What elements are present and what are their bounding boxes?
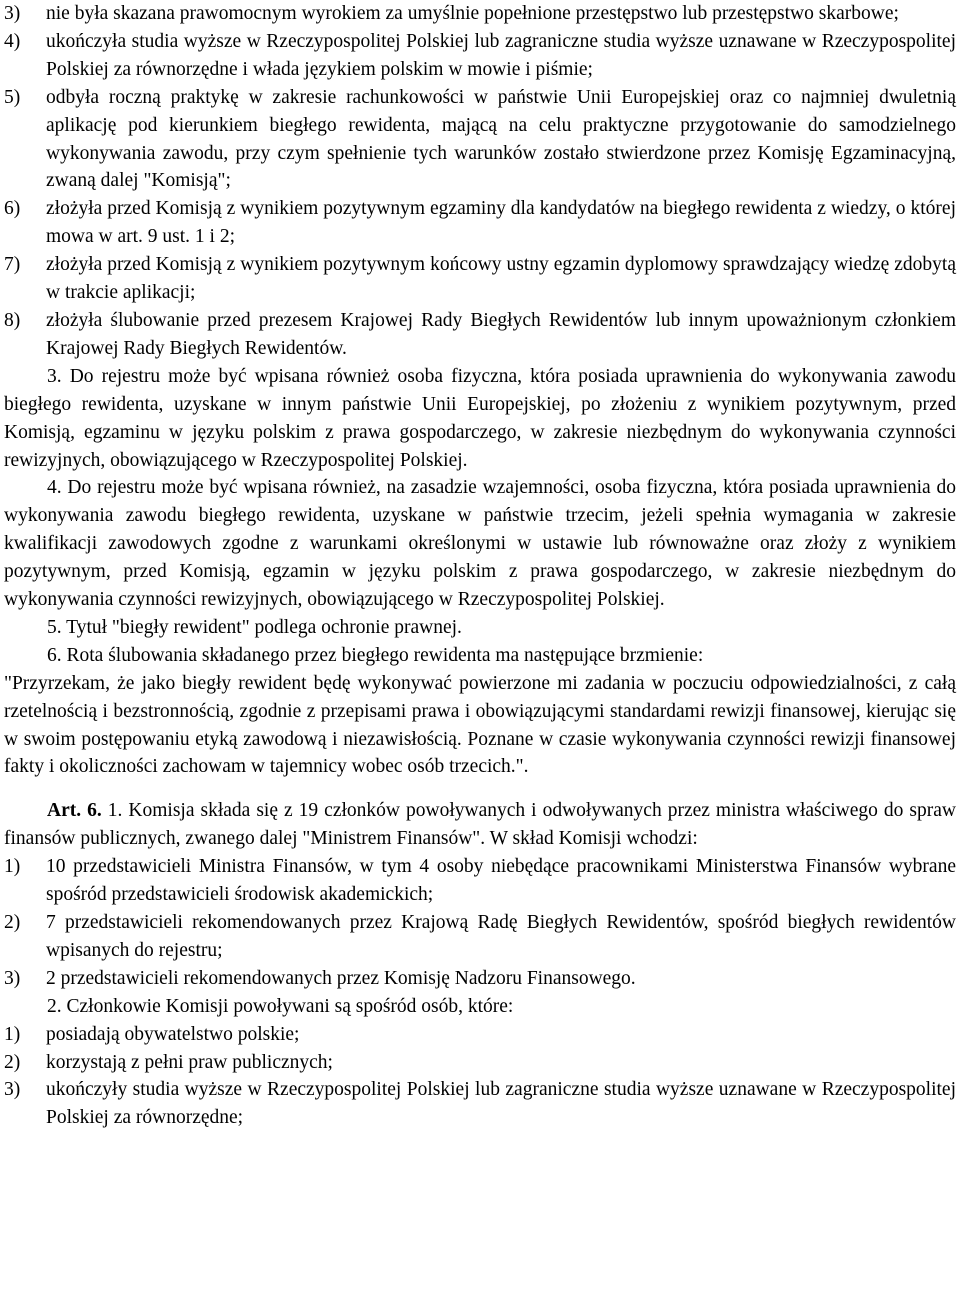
list-item	[4, 965, 956, 993]
article-text: 1. Komisja składa się z 19 członków powoływanych i odwoływanych przez ministra właściwego do spraw finansów publicznych, zwanego dalej "Ministrem Finansów". W skład Komisji wchodzi:	[4, 800, 957, 850]
article-6-paragraph-1	[4, 797, 956, 853]
list-item	[4, 0, 956, 28]
list-item-number: 7)	[4, 254, 21, 276]
list-item-text: nie była skazana prawomocnym wyrokiem za umyślnie popełnione przestępstwo lub przestępstwo skarbowe;	[46, 3, 899, 24]
conditions-list	[4, 0, 956, 363]
list-item-number: 8)	[4, 309, 21, 331]
list-item-text: złożyła przed Komisją z wynikiem pozytywnym końcowy ustny egzamin dyplomowy sprawdzający wiedzę zdobytą w trakcie aplikacji;	[46, 254, 956, 304]
list-item-number: 1)	[4, 1023, 21, 1045]
list-item-number: 3)	[4, 1079, 21, 1101]
paragraph-3: 3. Do rejestru może być wpisana również osoba fizyczna, która posiada uprawnienia do wykonywania zawodu biegłego rewidenta, uzyskane w innym państwie Unii Europejskiej, po złożeniu z wynikiem pozytywnym, przed Komisją, egzaminu w języku polskim z prawa gospodarczego, w zakresie niezbędnym do wykonywania czynności rewizyjnych, obowiązującego w Rzeczypospolitej Polskiej.	[4, 365, 956, 471]
list-item-text: ukończyła studia wyższe w Rzeczypospolitej Polskiej lub zagraniczne studia wyższe uznawane w Rzeczypospolitej Polskiej za równorzędne i włada językiem polskim w mowie i piśmie;	[46, 30, 956, 80]
list-item-number: 4)	[4, 30, 21, 52]
list-item-text: ukończyły studia wyższe w Rzeczypospolitej Polskiej lub zagraniczne studia wyższe uznawane w Rzeczypospolitej Polskiej za równorzędne;	[46, 1079, 956, 1129]
list-item	[4, 909, 956, 965]
list-item	[4, 251, 956, 307]
paragraph-4: 4. Do rejestru może być wpisana również, na zasadzie wzajemności, osoba fizyczna, która posiada uprawnienia do wykonywania zawodu biegłego rewidenta, uzyskane w państwie trzecim, jeżeli spełnia wymagania w zakresie kwalifikacji zawodowych zgodne z warunkami określonymi w ustawie lub równoważne oraz złoży z wynikiem pozytywnym, przed Komisją, egzamin w języku polskim z prawa gospodarczego, w zakresie niezbędnym do wykonywania czynności rewizyjnych, obowiązującego w Rzeczypospolitej Polskiej.	[4, 477, 956, 611]
list-item	[4, 84, 956, 196]
list-item	[4, 28, 956, 84]
list-item	[4, 195, 956, 251]
list-item	[4, 1076, 956, 1132]
list-item-text: posiadają obywatelstwo polskie;	[46, 1023, 300, 1045]
list-item-text: korzystają z pełni praw publicznych;	[46, 1051, 333, 1073]
list-item-number: 3)	[4, 3, 21, 24]
list-item	[4, 1049, 956, 1077]
list-item-text: 10 przedstawicieli Ministra Finansów, w tym 4 osoby niebędące pracownikami Ministerstwa Finansów wybrane spośród przedstawicieli środowisk akademickich;	[46, 856, 956, 906]
member-requirements-list	[4, 1021, 956, 1133]
list-item-number: 2)	[4, 912, 21, 933]
list-item	[4, 853, 956, 909]
list-item-text: odbyła roczną praktykę w zakresie rachunkowości w państwie Unii Europejskiej oraz co najmniej dwuletnią aplikację pod kierunkiem biegłego rewidenta, mającą na celu praktyczne przygotowanie do samodzielnego wykonywania zawodu, przy czym spełnienie tych warunków zostało stwierdzone przez Komisję Egzaminacyjną, zwaną dalej "Komisją";	[46, 86, 956, 192]
list-item-number: 3)	[4, 967, 21, 989]
list-item-text: złożyła przed Komisją z wynikiem pozytywnym egzaminy dla kandydatów na biegłego rewidenta z wiedzy, o której mowa w art. 9 ust. 1 i 2;	[46, 198, 956, 248]
commission-composition-list	[4, 853, 956, 993]
article-6-paragraph-2: 2. Członkowie Komisji powoływani są spośród osób, które:	[47, 995, 514, 1017]
paragraph-5: 5. Tytuł "biegły rewident" podlega ochronie prawnej.	[47, 616, 462, 638]
list-item	[4, 307, 956, 363]
list-item-number: 6)	[4, 198, 21, 220]
paragraph-6: 6. Rota ślubowania składanego przez biegłego rewidenta ma następujące brzmienie:	[47, 644, 704, 666]
article-heading: Art. 6.	[47, 800, 102, 822]
list-item-number: 5)	[4, 86, 21, 108]
list-item-text: 2 przedstawicieli rekomendowanych przez Komisję Nadzoru Finansowego.	[46, 967, 636, 989]
list-item-text: 7 przedstawicieli rekomendowanych przez Krajową Radę Biegłych Rewidentów, spośród biegłych rewidentów wpisanych do rejestru;	[46, 912, 956, 961]
list-item	[4, 1021, 956, 1049]
oath-text: "Przyrzekam, że jako biegły rewident będę wykonywać powierzone mi zadania w poczuciu odpowiedzialności, z całą rzetelnością i bezstronnością, zgodnie z przepisami prawa i obowiązującymi standardami rewizji finansowej, kierując się w swoim postępowaniu etyką zawodową i niezawisłością. Poznane w czasie wykonywania czynności rewizji finansowej fakty i okoliczności zachowam w tajemnicy wobec osób trzecich.".	[4, 672, 956, 778]
list-item-text: złożyła ślubowanie przed prezesem Krajowej Rady Biegłych Rewidentów lub innym upoważnionym członkiem Krajowej Rady Biegłych Rewidentów.	[46, 309, 956, 359]
list-item-number: 1)	[4, 856, 21, 878]
list-item-number: 2)	[4, 1051, 21, 1073]
